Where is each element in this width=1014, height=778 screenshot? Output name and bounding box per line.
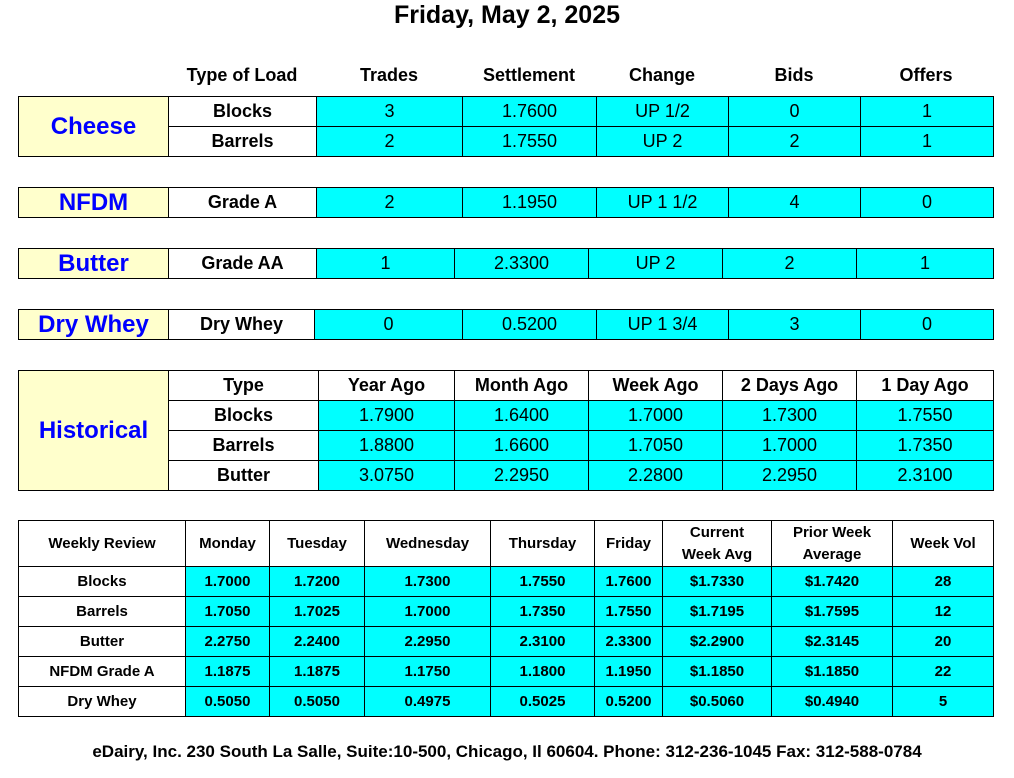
weekly-cell: 0.4975 <box>365 687 491 717</box>
weekly-cell: 28 <box>893 567 994 597</box>
historical-header-year-ago: Year Ago <box>319 371 455 401</box>
weekly-cell: 0.5050 <box>270 687 365 717</box>
cheese-barrels-bids: 2 <box>729 127 861 157</box>
historical-label: Historical <box>19 371 169 491</box>
weekly-row-butter <box>19 627 994 657</box>
weekly-cell: 1.7000 <box>365 597 491 627</box>
weekly-header-tuesday: Tuesday <box>270 521 365 567</box>
weekly-cell: $2.2900 <box>663 627 772 657</box>
weekly-cell: $1.7420 <box>772 567 893 597</box>
header-trades: Trades <box>359 65 419 85</box>
historical-cell: 1.7000 <box>589 401 723 431</box>
header-type-of-load: Type of Load <box>186 65 298 85</box>
cheese-barrels-change: UP 2 <box>597 127 729 157</box>
weekly-row-nfdm-grade-a <box>19 657 994 687</box>
weekly-cell: $1.7595 <box>772 597 893 627</box>
dry-whey-offers: 0 <box>861 310 994 340</box>
weekly-cell: 12 <box>893 597 994 627</box>
weekly-row-dry-whey <box>19 687 994 717</box>
dry-whey-change: UP 1 3/4 <box>597 310 729 340</box>
butter-label: Butter <box>19 249 169 279</box>
weekly-cell: 1.7350 <box>491 597 595 627</box>
weekly-cell: $0.4940 <box>772 687 893 717</box>
weekly-cell: 1.7000 <box>186 567 270 597</box>
footer-contact: eDairy, Inc. 230 South La Salle, Suite:10-500, Chicago, Il 60604. Phone: 312-236-1045 Fax: 312-588-0784 <box>92 742 922 761</box>
cheese-blocks-bids: 0 <box>729 97 861 127</box>
weekly-cell: 2.2750 <box>186 627 270 657</box>
historical-header-2-days-ago: 2 Days Ago <box>723 371 857 401</box>
historical-cell: 1.8800 <box>319 431 455 461</box>
weekly-row-label: NFDM Grade A <box>19 657 186 687</box>
weekly-cell: 20 <box>893 627 994 657</box>
historical-cell: 1.7350 <box>857 431 994 461</box>
historical-cell: 1.7000 <box>723 431 857 461</box>
weekly-cell: 1.1875 <box>186 657 270 687</box>
butter-settlement: 2.3300 <box>455 249 589 279</box>
weekly-header-current-line2: Week Avg <box>681 545 753 563</box>
weekly-row-barrels <box>19 597 994 627</box>
cheese-barrels-type: Barrels <box>169 127 317 157</box>
page-title: Friday, May 2, 2025 <box>393 1 621 29</box>
cheese-barrels-settlement: 1.7550 <box>463 127 597 157</box>
weekly-cell: 1.7600 <box>595 567 663 597</box>
weekly-header-wednesday: Wednesday <box>365 521 491 567</box>
historical-row-label: Barrels <box>169 431 319 461</box>
header-change: Change <box>628 65 695 85</box>
dry-whey-table <box>18 309 994 340</box>
weekly-header-week-vol: Week Vol <box>893 521 994 567</box>
weekly-row-label: Butter <box>19 627 186 657</box>
nfdm-bids: 4 <box>729 188 861 218</box>
nfdm-offers: 0 <box>861 188 994 218</box>
header-offers: Offers <box>899 65 953 85</box>
cheese-blocks-trades: 3 <box>317 97 463 127</box>
weekly-cell: 5 <box>893 687 994 717</box>
nfdm-label: NFDM <box>19 188 169 218</box>
nfdm-settlement: 1.1950 <box>463 188 597 218</box>
historical-cell: 1.7550 <box>857 401 994 431</box>
historical-cell: 1.7050 <box>589 431 723 461</box>
weekly-cell: 2.2400 <box>270 627 365 657</box>
cheese-blocks-change: UP 1/2 <box>597 97 729 127</box>
nfdm-type: Grade A <box>169 188 317 218</box>
weekly-cell: $1.7195 <box>663 597 772 627</box>
weekly-header-friday: Friday <box>595 521 663 567</box>
weekly-cell: 2.3100 <box>491 627 595 657</box>
weekly-cell: 1.7025 <box>270 597 365 627</box>
weekly-cell: 0.5050 <box>186 687 270 717</box>
historical-cell: 2.3100 <box>857 461 994 491</box>
historical-cell: 1.6400 <box>455 401 589 431</box>
dry-whey-trades: 0 <box>315 310 463 340</box>
cheese-table <box>18 96 994 157</box>
butter-bids: 2 <box>723 249 857 279</box>
nfdm-table <box>18 187 994 218</box>
nfdm-change: UP 1 1/2 <box>597 188 729 218</box>
butter-type: Grade AA <box>169 249 317 279</box>
weekly-header-current-line1: Current <box>689 523 745 541</box>
weekly-cell: 2.3300 <box>595 627 663 657</box>
butter-table <box>18 248 994 279</box>
weekly-header-prior-line2: Average <box>802 545 862 563</box>
historical-header-month-ago: Month Ago <box>455 371 589 401</box>
weekly-cell: $1.1850 <box>772 657 893 687</box>
dry-whey-type: Dry Whey <box>169 310 315 340</box>
weekly-row-blocks <box>19 567 994 597</box>
weekly-cell: 1.7300 <box>365 567 491 597</box>
weekly-cell: 1.1950 <box>595 657 663 687</box>
butter-trades: 1 <box>317 249 455 279</box>
cheese-blocks-settlement: 1.7600 <box>463 97 597 127</box>
weekly-cell: 1.1875 <box>270 657 365 687</box>
weekly-cell: $2.3145 <box>772 627 893 657</box>
historical-header-1-day-ago: 1 Day Ago <box>857 371 994 401</box>
cheese-blocks-type: Blocks <box>169 97 317 127</box>
weekly-cell: 0.5025 <box>491 687 595 717</box>
weekly-header-current-week-avg <box>663 521 772 567</box>
historical-cell: 2.2950 <box>723 461 857 491</box>
weekly-cell: 0.5200 <box>595 687 663 717</box>
weekly-header-prior-line1: Prior Week <box>792 523 872 541</box>
weekly-header-review: Weekly Review <box>19 521 186 567</box>
historical-cell: 1.6600 <box>455 431 589 461</box>
weekly-cell: $0.5060 <box>663 687 772 717</box>
market-header-row <box>0 62 1014 88</box>
historical-row-label: Blocks <box>169 401 319 431</box>
weekly-row-label: Barrels <box>19 597 186 627</box>
weekly-header-thursday: Thursday <box>491 521 595 567</box>
weekly-cell: 1.1800 <box>491 657 595 687</box>
header-bids: Bids <box>774 65 814 85</box>
cheese-barrels-offers: 1 <box>861 127 994 157</box>
weekly-review-table <box>18 520 994 717</box>
weekly-cell: $1.7330 <box>663 567 772 597</box>
historical-cell: 2.2800 <box>589 461 723 491</box>
weekly-cell: $1.1850 <box>663 657 772 687</box>
historical-cell: 1.7900 <box>319 401 455 431</box>
historical-header-type: Type <box>169 371 319 401</box>
historical-row-label: Butter <box>169 461 319 491</box>
weekly-header-prior-week-average <box>772 521 893 567</box>
butter-change: UP 2 <box>589 249 723 279</box>
header-settlement: Settlement <box>482 65 576 85</box>
historical-cell: 3.0750 <box>319 461 455 491</box>
cheese-label: Cheese <box>19 97 169 157</box>
weekly-row-label: Blocks <box>19 567 186 597</box>
weekly-row-label: Dry Whey <box>19 687 186 717</box>
historical-header-week-ago: Week Ago <box>589 371 723 401</box>
historical-table <box>18 370 994 491</box>
weekly-cell: 1.7200 <box>270 567 365 597</box>
dry-whey-settlement: 0.5200 <box>463 310 597 340</box>
cheese-barrels-trades: 2 <box>317 127 463 157</box>
weekly-cell: 1.7050 <box>186 597 270 627</box>
butter-offers: 1 <box>857 249 994 279</box>
weekly-header-monday: Monday <box>186 521 270 567</box>
nfdm-trades: 2 <box>317 188 463 218</box>
weekly-cell: 1.7550 <box>491 567 595 597</box>
weekly-cell: 1.7550 <box>595 597 663 627</box>
dry-whey-label: Dry Whey <box>19 310 169 340</box>
historical-cell: 1.7300 <box>723 401 857 431</box>
historical-cell: 2.2950 <box>455 461 589 491</box>
weekly-cell: 22 <box>893 657 994 687</box>
weekly-cell: 2.2950 <box>365 627 491 657</box>
weekly-cell: 1.1750 <box>365 657 491 687</box>
cheese-blocks-offers: 1 <box>861 97 994 127</box>
dry-whey-bids: 3 <box>729 310 861 340</box>
